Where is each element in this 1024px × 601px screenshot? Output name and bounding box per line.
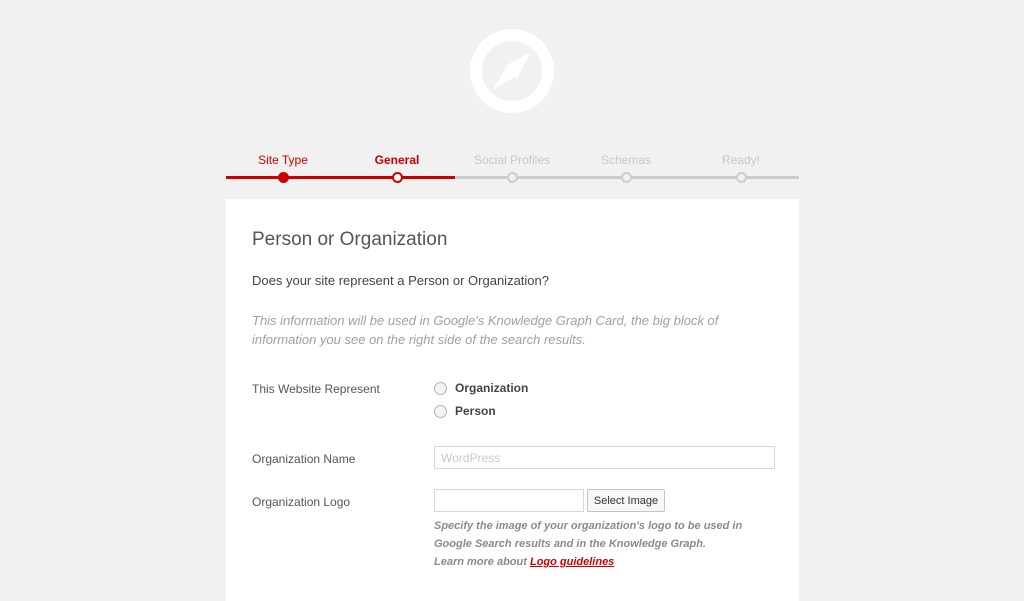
logo-help-text bbox=[434, 517, 754, 571]
card-title: Person or Organization bbox=[252, 229, 448, 250]
step-schemas[interactable]: Schemas bbox=[600, 153, 652, 167]
step-ready[interactable]: Ready! bbox=[721, 153, 761, 167]
step-dot-schemas bbox=[621, 172, 632, 183]
radio-organization-circle[interactable] bbox=[434, 382, 447, 395]
step-site-type[interactable]: Site Type bbox=[258, 153, 308, 167]
step-general[interactable]: General bbox=[374, 153, 420, 167]
logo-help-line-3 bbox=[434, 553, 754, 571]
setup-progress bbox=[226, 150, 799, 190]
select-image-button[interactable]: Select Image bbox=[587, 489, 665, 512]
step-dot-site-type bbox=[278, 172, 289, 183]
settings-card bbox=[226, 199, 799, 601]
radio-person-circle[interactable] bbox=[434, 405, 447, 418]
description-text: This information will be used in Google's Knowledge Graph Card, the big block of information you see on the right side of the search results. bbox=[252, 313, 719, 347]
radio-organization[interactable] bbox=[434, 381, 528, 395]
learn-more-text: Learn more about bbox=[434, 556, 527, 568]
org-name-input[interactable] bbox=[434, 446, 775, 469]
org-logo-label: Organization Logo bbox=[252, 495, 351, 509]
progress-track-fill bbox=[226, 176, 455, 179]
step-dot-social-profiles bbox=[507, 172, 518, 183]
radio-organization-label: Organization bbox=[455, 381, 529, 395]
represent-label: This Website Represent bbox=[252, 382, 380, 396]
compass-logo bbox=[469, 28, 555, 114]
step-social-profiles[interactable]: Social Profiles bbox=[473, 153, 551, 167]
radio-person[interactable] bbox=[434, 404, 496, 418]
org-name-label: Organization Name bbox=[252, 452, 356, 466]
logo-help-line-2: Google Search results and in the Knowledge Graph. bbox=[434, 538, 706, 550]
step-dot-ready bbox=[736, 172, 747, 183]
radio-person-label: Person bbox=[455, 404, 496, 418]
org-logo-input[interactable] bbox=[434, 489, 584, 512]
question-text: Does your site represent a Person or Organization? bbox=[252, 273, 549, 288]
logo-help-line-1: Specify the image of your organization's logo to be used in bbox=[434, 520, 743, 532]
compass-icon bbox=[469, 28, 555, 114]
logo-guidelines-link[interactable]: Logo guidelines bbox=[529, 556, 615, 568]
step-dot-general bbox=[392, 172, 403, 183]
